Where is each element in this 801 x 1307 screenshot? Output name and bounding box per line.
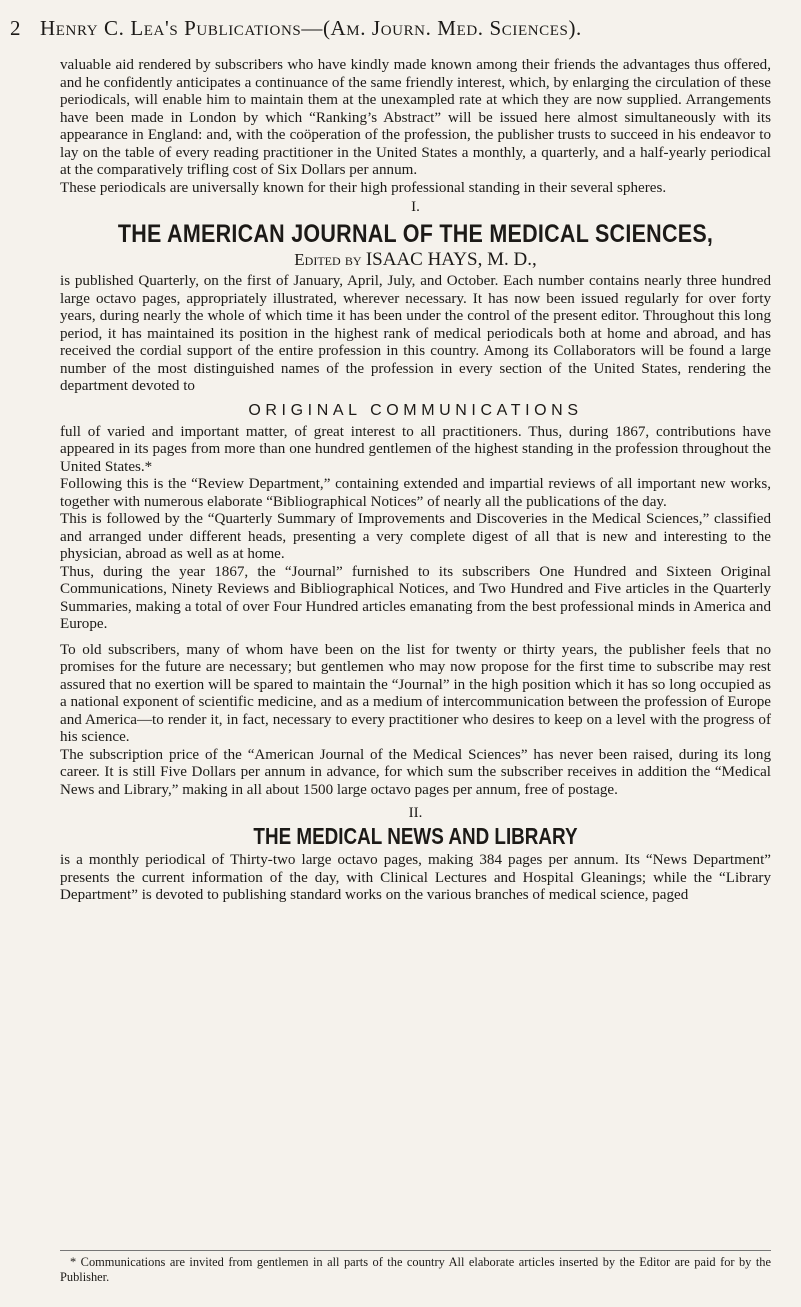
body-paragraph: is a monthly periodical of Thirty-two large octavo pages, making 384 pages per annum. Its “News Department” presents the current information of the day, with Clinical Lectures and Hospital Gleanings; while the “Library Department” is devoted to publishing standard works on the various branches of medical science, paged: [60, 852, 771, 903]
body-paragraph: To old subscribers, many of whom have been on the list for twenty or thirty years, the publisher feels that no promises for the future are necessary; but gentlemen who may now propose for the first time to subscribe may rest assured that no exertion will be spared to maintain the “Journal” in the high position which it has so long occupied as a national exponent of scientific medicine, and as a medium of intercommunication between the profession of Europe and America—to render it, in fact, necessary to every practitioner who desires to keep on a level with the progress of his science.: [60, 641, 771, 745]
original-communications-heading: ORIGINAL COMMUNICATIONS: [248, 401, 583, 419]
section-numeral: I.: [411, 199, 420, 215]
footnote-text: * Communications are invited from gentlemen in all parts of the country All elaborate articles inserted by the Editor are paid for by the Publisher.: [60, 1255, 771, 1284]
body-paragraph: Following this is the “Review Department,” containing extended and impartial reviews of all important new works, together with numerous elaborate “Bibliographical Notices” of nearly all the publications of the day.: [60, 476, 771, 510]
running-title: Henry C. Lea's Publications—(Am. Journ. Med. Sciences).: [40, 16, 582, 40]
body-paragraph: Thus, during the year 1867, the “Journal” furnished to its subscribers One Hundred and Sixteen Original Communications, Ninety Reviews and Bibliographical Notices, and Two Hundred and Five articles in the Quarterly Summaries, making a total of over Four Hundred articles emanating from the best professional minds in America and Europe.: [60, 563, 771, 632]
section-numeral: II.: [408, 805, 423, 821]
main-text: [60, 57, 771, 905]
intro-paragraph: valuable aid rendered by subscribers who have kindly made known among their friends the advantages thus offered, and he confidently anticipates a continuance of the same friendly interest, which, by enlarging the circulation of these periodicals, will enable him to maintain them at the unexampled rate at which they are now supplied. Arrangements have been made in London by which “Ranking’s Abstract” will be issued here almost simultaneously with its appearance in England: and, with the coöperation of the profession, the publisher trusts to succeed in his endeavor to lay on the table of every reading practitioner in the United States a monthly, a quarterly, and a half-yearly periodical at the comparatively trifling cost of Six Dollars per annum.: [60, 57, 771, 178]
footnote-divider: [60, 1250, 771, 1251]
page-number: 2: [10, 16, 22, 40]
running-header: [10, 16, 770, 41]
body-paragraph: is published Quarterly, on the first of January, April, July, and October. Each number contains nearly three hundred large octavo pages, appropriately illustrated, wherever necessary. It has now been issued regularly for over forty years, during nearly the whole of which time it has been under the control of the present editor. Throughout this long period, it has maintained its position in the highest rank of medical periodicals both at home and abroad, and has received the cordial support of the entire profession in this country. Among its Collaborators will be found a large number of the most distinguished names of the profession in every section of the United States, rendering the department devoted to: [60, 273, 771, 394]
journal-title: THE AMERICAN JOURNAL OF THE MEDICAL SCIENCES,: [117, 220, 714, 248]
editor-prefix: Edited by: [294, 250, 362, 269]
body-paragraph: The subscription price of the “American Journal of the Medical Sciences” has never been raised, during its long career. It is still Five Dollars per annum in advance, for which sum the subscriber receives in addition the “Medical News and Library,” making in all about 1500 large octavo pages per annum, free of postage.: [60, 746, 771, 798]
editor-name: ISAAC HAYS, M. D.,: [365, 249, 537, 270]
intro-paragraph: These periodicals are universally known for their high professional standing in their several spheres.: [60, 179, 667, 196]
body-paragraph: full of varied and important matter, of great interest to all practitioners. Thus, during 1867, contributions have appeared in its pages from more than one hundred gentlemen of the highest standing in the profession throughout the United States.*: [60, 423, 771, 475]
editor-line: [60, 249, 771, 271]
body-paragraph: This is followed by the “Quarterly Summary of Improvements and Discoveries in the Medical Sciences,” classified and arranged under different heads, presenting a very complete digest of all that is new and interesting to the physician, abroad as well as at home.: [60, 511, 771, 562]
news-library-title: THE MEDICAL NEWS AND LIBRARY: [253, 823, 578, 849]
footnote: [60, 1255, 771, 1285]
